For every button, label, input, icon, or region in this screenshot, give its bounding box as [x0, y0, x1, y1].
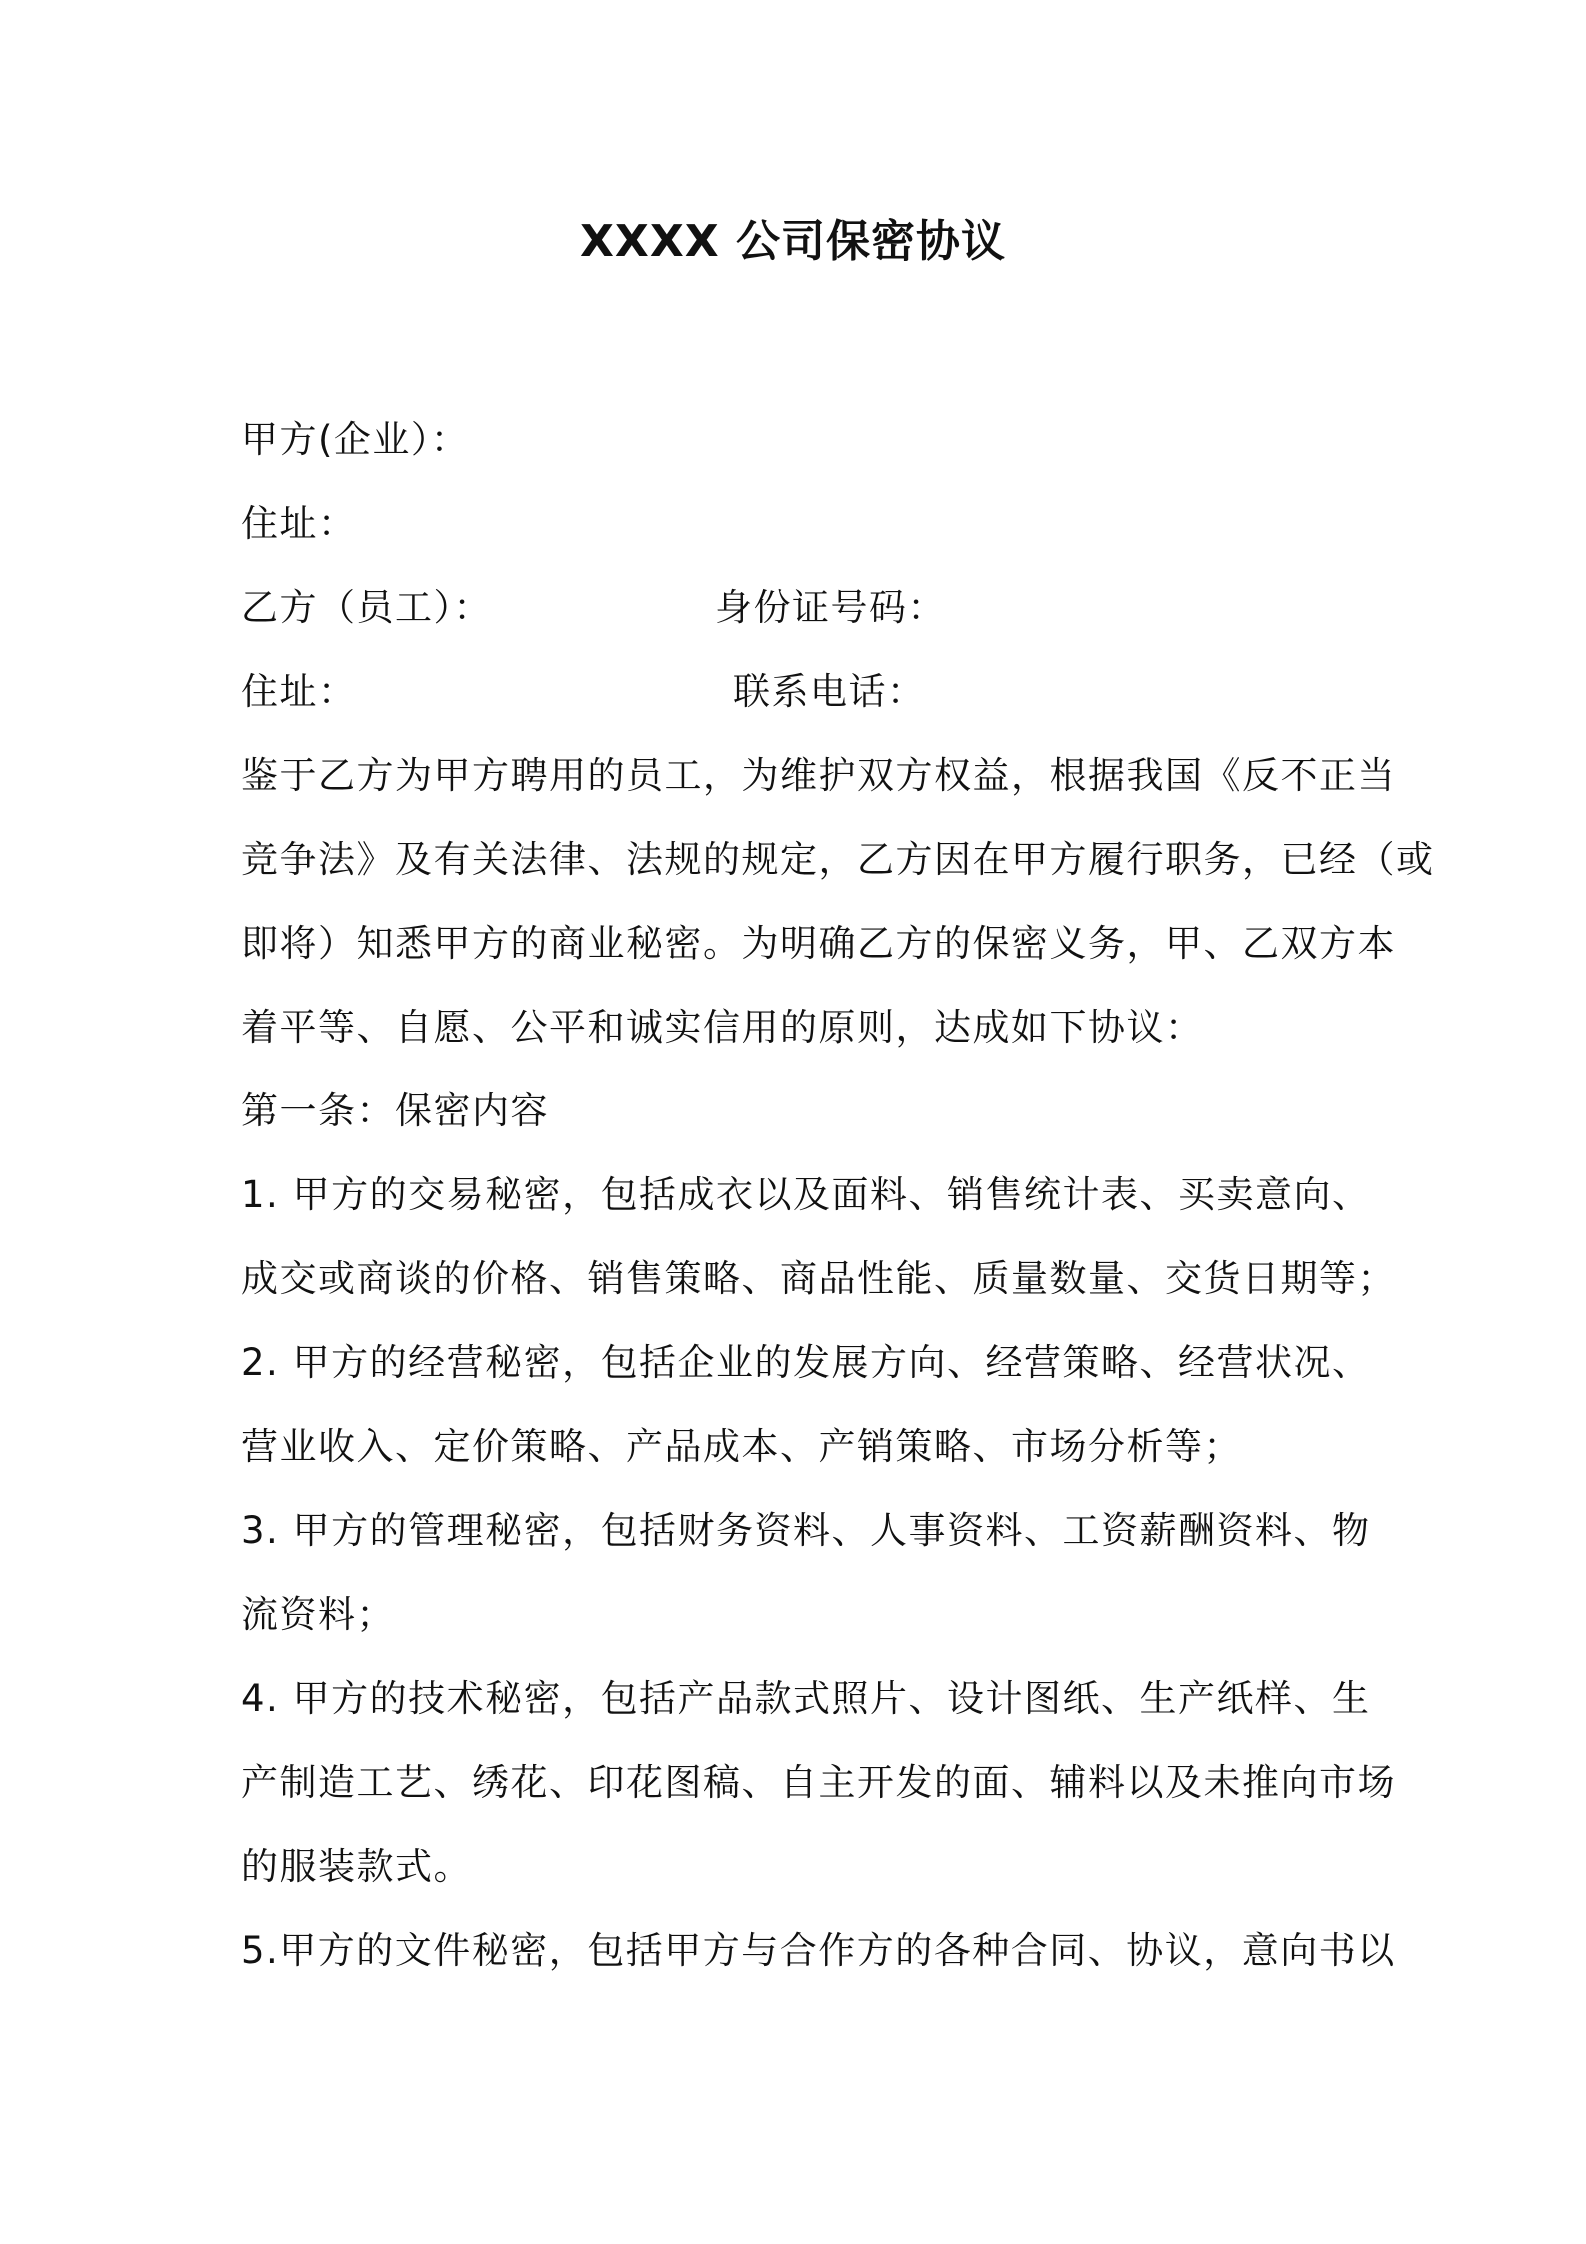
- section-heading: 第一条：保密内容: [241, 1089, 549, 1132]
- body-line: 着平等、自愿、公平和诚实信用的原则，达成如下协议：: [241, 1006, 1204, 1049]
- clause-line: 5.甲方的文件秘密，包括甲方与合作方的各种合同、协议，意向书以: [241, 1929, 1396, 1972]
- id-number-label: 身份证号码：: [715, 586, 946, 629]
- phone-label: 联系电话：: [733, 670, 926, 713]
- clause-line: 1. 甲方的交易秘密，包括成衣以及面料、销售统计表、买卖意向、: [241, 1173, 1371, 1216]
- clause-line: 流资料；: [241, 1593, 395, 1636]
- party-b-address-label: 住址：: [241, 670, 357, 713]
- clause-line: 4. 甲方的技术秘密，包括产品款式照片、设计图纸、生产纸样、生: [241, 1677, 1371, 1720]
- clause-line: 产制造工艺、绣花、印花图稿、自主开发的面、辅料以及未推向市场: [241, 1761, 1396, 1804]
- party-b-label: 乙方（员工）：: [241, 586, 492, 629]
- body-line: 竞争法》及有关法律、法规的规定，乙方因在甲方履行职务，已经（或: [241, 838, 1435, 881]
- party-a-label: 甲方(企业）：: [241, 418, 470, 461]
- body-line: 鉴于乙方为甲方聘用的员工，为维护双方权益，根据我国《反不正当: [241, 754, 1396, 797]
- clause-line: 的服装款式。: [241, 1845, 472, 1888]
- clause-line: 营业收入、定价策略、产品成本、产销策略、市场分析等；: [241, 1425, 1242, 1468]
- body-line: 即将）知悉甲方的商业秘密。为明确乙方的保密义务，甲、乙双方本: [241, 922, 1396, 965]
- document-title: XXXX 公司保密协议: [579, 216, 1006, 267]
- clause-line: 2. 甲方的经营秘密，包括企业的发展方向、经营策略、经营状况、: [241, 1341, 1371, 1384]
- clause-line: 3. 甲方的管理秘密，包括财务资料、人事资料、工资薪酬资料、物: [241, 1509, 1371, 1552]
- party-a-address-label: 住址：: [241, 502, 357, 545]
- clause-line: 成交或商谈的价格、销售策略、商品性能、质量数量、交货日期等；: [241, 1257, 1396, 1300]
